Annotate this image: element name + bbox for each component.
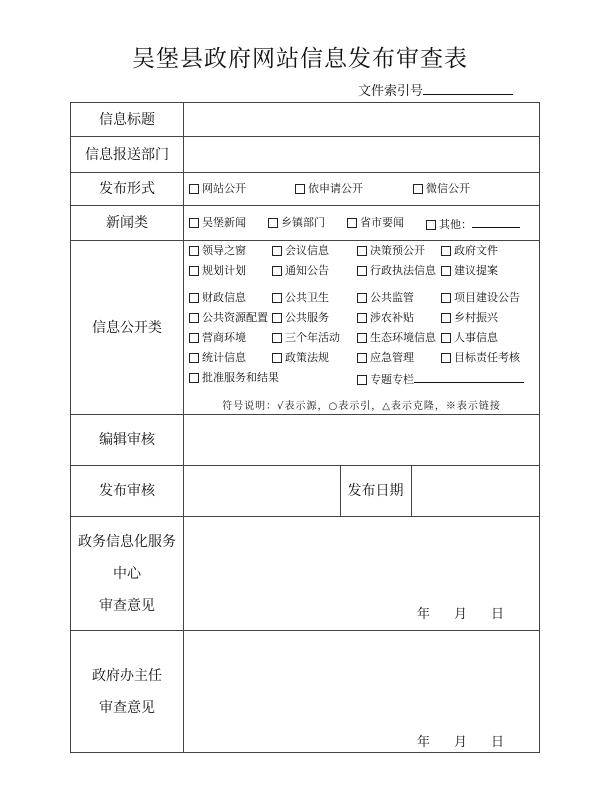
center-opinion-field[interactable]: [184, 517, 539, 630]
checkbox-icon[interactable]: [426, 220, 436, 230]
option-disclosure[interactable]: 项目建设公告: [441, 291, 520, 305]
row-info-title: [71, 103, 539, 136]
checkbox-icon[interactable]: [413, 184, 423, 194]
option-disclosure[interactable]: 政策法规: [272, 351, 329, 365]
option-disclosure[interactable]: 公共资源配置: [189, 311, 268, 325]
checkbox-icon[interactable]: [272, 313, 282, 323]
option-disclosure[interactable]: 应急管理: [357, 351, 414, 365]
option-disclosure[interactable]: 批准服务和结果: [189, 371, 279, 385]
doc-index-label: 文件索引号: [358, 84, 424, 99]
label-info-title: 信息标题: [71, 103, 184, 136]
info-title-field[interactable]: [184, 103, 539, 136]
row-disclosure: [71, 240, 539, 414]
office-line-1: 政府办主任: [92, 668, 162, 684]
row-dept: [71, 136, 539, 172]
checkbox-icon[interactable]: [357, 353, 367, 363]
doc-index: [358, 80, 513, 99]
option-disclosure[interactable]: 涉农补贴: [357, 311, 414, 325]
office-line-2: 审查意见: [99, 700, 155, 716]
option-disclosure[interactable]: 公共服务: [272, 311, 329, 325]
review-form: [70, 102, 540, 753]
option-disclosure[interactable]: 行政执法信息: [357, 264, 436, 278]
center-line-2: 中心: [113, 565, 141, 582]
option-disclosure[interactable]: 三个年活动: [272, 331, 340, 345]
option-disclosure[interactable]: 政府文件: [441, 244, 498, 258]
label-edit-review: 编辑审核: [71, 415, 184, 465]
row-publish-review: [71, 465, 539, 516]
checkbox-icon[interactable]: [357, 266, 367, 276]
option-disclosure[interactable]: 专题专栏: [357, 371, 524, 387]
checkbox-icon[interactable]: [189, 313, 199, 323]
row-news: [71, 205, 539, 240]
option-disclosure[interactable]: 决策预公开: [357, 244, 425, 258]
publish-date-field[interactable]: [412, 466, 539, 516]
option-disclosure[interactable]: 建议提案: [441, 264, 498, 278]
edit-review-field[interactable]: [184, 415, 539, 465]
label-center-opinion: [71, 517, 184, 630]
office-opinion-field[interactable]: [184, 631, 539, 753]
option-disclosure[interactable]: 生态环境信息: [357, 331, 436, 345]
publish-review-field[interactable]: [184, 466, 340, 516]
option-disclosure[interactable]: 会议信息: [272, 244, 329, 258]
label-publish-form: 发布形式: [71, 173, 184, 205]
checkbox-icon[interactable]: [441, 353, 451, 363]
checkbox-icon[interactable]: [189, 333, 199, 343]
option-disclosure[interactable]: 乡村振兴: [441, 311, 498, 325]
checkbox-icon[interactable]: [189, 373, 199, 383]
checkbox-icon[interactable]: [357, 313, 367, 323]
checkbox-icon[interactable]: [189, 246, 199, 256]
label-publish-review: 发布审核: [71, 466, 184, 516]
checkbox-icon[interactable]: [295, 184, 305, 194]
option-news-other[interactable]: 其他：: [426, 216, 520, 232]
checkbox-icon[interactable]: [189, 184, 199, 194]
option-publish-form[interactable]: 微信公开: [413, 182, 470, 196]
date-line: 年 月 日: [417, 607, 505, 622]
option-disclosure[interactable]: 统计信息: [189, 351, 246, 365]
row-center-opinion: [71, 516, 539, 630]
form-title: 吴堡县政府网站信息发布审查表: [132, 46, 468, 72]
disclosure-options: [184, 241, 539, 414]
center-line-3: 审查意见: [99, 597, 155, 614]
checkbox-icon[interactable]: [357, 246, 367, 256]
checkbox-icon[interactable]: [347, 218, 357, 228]
doc-index-field[interactable]: [423, 82, 513, 95]
checkbox-icon[interactable]: [441, 246, 451, 256]
checkbox-icon[interactable]: [357, 293, 367, 303]
checkbox-icon[interactable]: [189, 218, 199, 228]
checkbox-icon[interactable]: [441, 266, 451, 276]
option-news[interactable]: 乡镇部门: [268, 216, 325, 230]
label-office-opinion: [71, 631, 184, 753]
other-field[interactable]: [472, 216, 520, 228]
legend-note: 符号说明：√表示源，○表示引，△表示克隆，※表示链接: [222, 401, 501, 412]
row-office-opinion: [71, 630, 539, 753]
row-edit-review: [71, 414, 539, 465]
label-news: 新闻类: [71, 206, 184, 240]
checkbox-icon[interactable]: [441, 293, 451, 303]
topic-field[interactable]: [414, 371, 524, 383]
checkbox-icon[interactable]: [272, 293, 282, 303]
checkbox-icon[interactable]: [272, 333, 282, 343]
option-disclosure[interactable]: 通知公告: [272, 264, 329, 278]
option-publish-form[interactable]: 依申请公开: [295, 182, 363, 196]
option-disclosure[interactable]: 公共监管: [357, 291, 414, 305]
checkbox-icon[interactable]: [189, 293, 199, 303]
checkbox-icon[interactable]: [272, 266, 282, 276]
checkbox-icon[interactable]: [441, 313, 451, 323]
option-disclosure[interactable]: 财政信息: [189, 291, 246, 305]
date-line: 年 月 日: [417, 735, 505, 750]
center-line-1: 政务信息化服务: [78, 533, 176, 550]
option-disclosure[interactable]: 营商环境: [189, 331, 246, 345]
option-disclosure[interactable]: 公共卫生: [272, 291, 329, 305]
option-news[interactable]: 吴堡新闻: [189, 216, 246, 230]
checkbox-icon[interactable]: [357, 375, 367, 385]
checkbox-icon[interactable]: [272, 246, 282, 256]
option-disclosure[interactable]: 目标责任考核: [441, 351, 520, 365]
row-publish-form: [71, 172, 539, 205]
checkbox-icon[interactable]: [268, 218, 278, 228]
dept-field[interactable]: [184, 137, 539, 172]
option-disclosure[interactable]: 规划计划: [189, 264, 246, 278]
checkbox-icon[interactable]: [272, 353, 282, 363]
label-dept: 信息报送部门: [71, 137, 184, 172]
checkbox-icon[interactable]: [357, 333, 367, 343]
option-disclosure[interactable]: 人事信息: [441, 331, 498, 345]
checkbox-icon[interactable]: [189, 266, 199, 276]
label-publish-date: 发布日期: [340, 466, 412, 516]
checkbox-icon[interactable]: [441, 333, 451, 343]
label-disclosure: 信息公开类: [71, 241, 184, 414]
option-news[interactable]: 省市要闻: [347, 216, 404, 230]
checkbox-icon[interactable]: [189, 353, 199, 363]
option-disclosure[interactable]: 领导之窗: [189, 244, 246, 258]
option-publish-form[interactable]: 网站公开: [189, 182, 246, 196]
